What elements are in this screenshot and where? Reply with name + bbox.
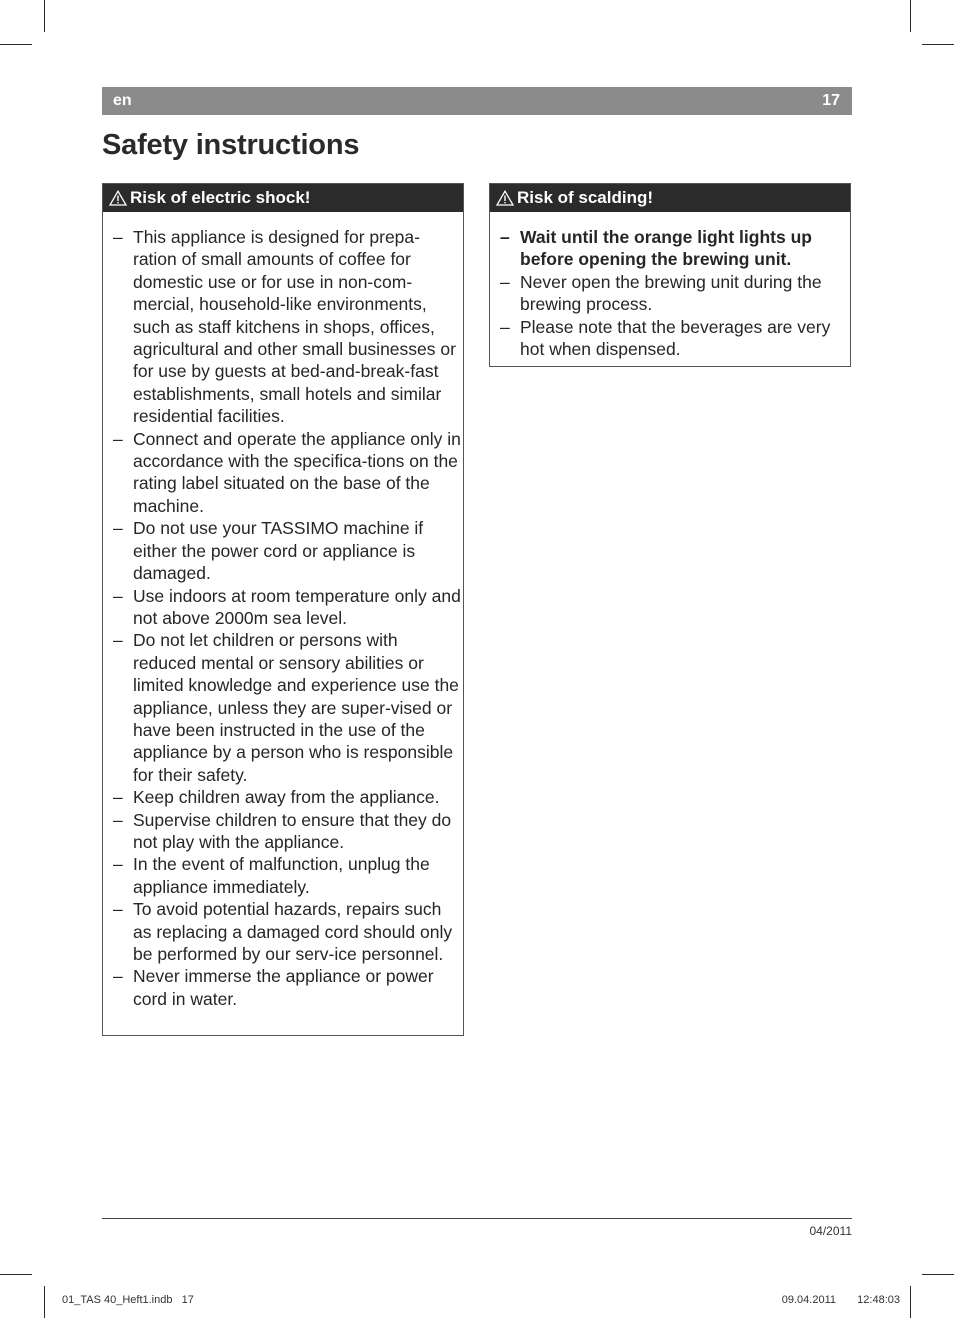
page-title: Safety instructions [102,129,360,161]
list-item-text: Keep children away from the appliance. [133,787,440,808]
list-item [500,226,850,271]
list-item-text: Do not use your TASSIMO machine if either the power cord or appliance is damaged. [133,518,424,584]
crop-mark [0,44,32,45]
warning-triangle-icon [109,190,127,206]
scalding-heading-bar [490,184,850,212]
list-dash: – [500,316,510,337]
list-item [113,786,463,808]
electric-shock-heading: Risk of electric shock! [130,188,311,207]
list-dash: – [113,787,123,808]
slug-timestamp: 09.04.2011 12:48:03 [781,1294,900,1306]
list-item [113,226,463,428]
crop-mark [922,44,954,45]
footer-rule [102,1218,852,1219]
warning-triangle-icon [496,190,514,206]
crop-mark [44,1286,45,1318]
list-item-text: Never immerse the appliance or power cord in water. [133,966,434,1009]
scalding-heading: Risk of scalding! [517,188,654,207]
electric-shock-box [102,183,464,1036]
slug-filename: 01_TAS 40_Heft1.indb 17 [62,1294,194,1306]
list-item [113,585,463,630]
list-item-text: Never open the brewing unit during the brewing process. [520,271,822,315]
footer-date: 04/2011 [809,1224,852,1238]
list-item-text: Wait until the orange light lights up before opening the brewing unit. [520,227,812,270]
list-item-text: To avoid potential hazards, repairs such as replacing a damaged cord should only be performed by our serv-ice personnel. [133,899,453,964]
crop-mark [910,1286,911,1318]
crop-mark [0,1274,32,1275]
crop-mark [922,1274,954,1275]
list-dash: – [500,271,510,292]
list-dash: – [113,899,123,920]
header-bar [102,87,852,115]
electric-shock-list [113,226,463,1010]
list-item [113,965,463,1010]
list-dash: – [113,428,123,449]
scalding-box [489,183,851,367]
list-dash: – [113,227,123,247]
list-dash: – [113,630,123,651]
list-item-text: Use indoors at room temperature only and not above 2000m sea level. [133,585,461,628]
list-item [113,898,463,965]
list-dash: – [500,227,510,247]
page-number: 17 [822,92,840,109]
list-item-text: Connect and operate the appliance only in accordance with the specifica-tions on the rating label situated on the base of the machine. [133,428,461,516]
list-item-text: Supervise children to ensure that they do not play with the appliance. [133,809,452,852]
list-item [113,629,463,786]
electric-shock-heading-bar [103,184,463,212]
crop-mark [44,0,45,32]
list-dash: – [113,966,123,987]
list-dash: – [113,518,123,539]
list-item [113,853,463,898]
list-item [500,271,850,316]
list-item [113,809,463,854]
list-item-text: This appliance is designed for prepa-ration of small amounts of coffee for domestic use or for use in non-com-mercial, household-like environments, such as staff kitchens in shops, offices, agricultural and other small businesses or for use by guests at bed-and-break-fast establishments, small hotels and similar residential facilities. [133,227,456,427]
list-item [113,517,463,584]
scalding-list [500,226,850,360]
list-dash: – [113,854,123,875]
list-dash: – [113,585,123,606]
list-item-text: In the event of malfunction, unplug the appliance immediately. [133,854,430,897]
crop-mark [910,0,911,32]
list-item [500,316,850,361]
list-item-text: Do not let children or persons with reduced mental or sensory abilities or limited knowledge and experience use the appliance, unless they are super-vised or have been instructed in the use of the appliance by a person who is responsible for their safety. [133,630,459,785]
language-label: en [113,92,132,109]
list-item-text: Please note that the beverages are very hot when dispensed. [520,316,831,360]
list-dash: – [113,809,123,830]
list-item [113,428,463,518]
